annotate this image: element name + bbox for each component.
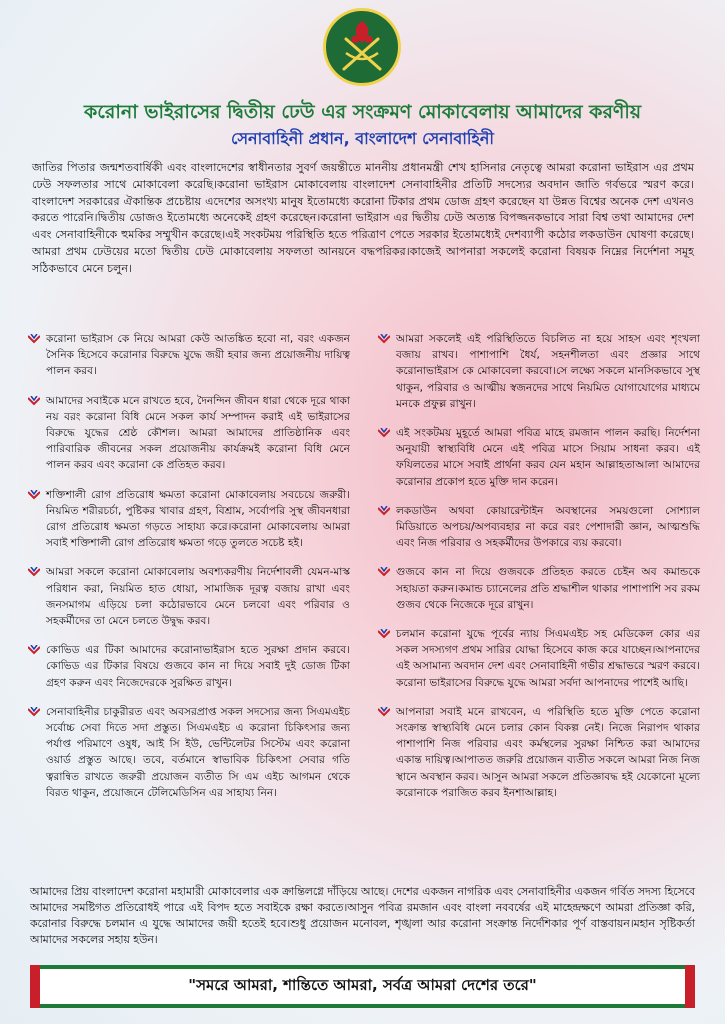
page-subtitle: সেনাবাহিনী প্রধান, বাংলাদেশ সেনাবাহিনী [231, 129, 494, 148]
left-instructions-column [28, 331, 350, 814]
list-item-text: সেনাবাহিনীর চাকুরীরত এবং অবসরপ্রাপ্ত সকল সদস্যের জন্য সিএমএইচ সর্বোচ্চ সেবা দিতে সদা প্রস্তুত। সিএমএইচ এ করোনা চিকিৎসার জন্য পর্যাপ্ত পরিমাণে ওষুধ, আই সি ইউ, ভেন্টিলেটর সিস্টেম এবং করোনা ওয়ার্ড প্রস্তুত আছে। তবে, বর্তমানে স্বাভাবিক চিকিৎসা সেবার গতি ত্বরান্বিত রাখতে জরুরী প্রয়োজন ব্যতীত সি এম এইচ আগমন থেকে বিরত থাকুন, প্রয়োজনে টেলিমেডিসিন এর সাহায্য নিন। [46, 705, 350, 799]
army-emblem-logo [323, 8, 401, 86]
right-instructions-column [378, 331, 700, 814]
footer-slogan: "সমরে আমরা, শান্তিতে আমরা, সর্বত্র আমরা দেশের তরে" [34, 969, 691, 1004]
list-item [28, 704, 350, 801]
bullet-arrow-icon [378, 629, 390, 639]
list-item-text: লকডাউন অথবা কোয়ারেন্টাইন অবস্থানের সময়গুলো সোশ্যাল মিডিয়াতে অপচয়/অপব্যবহার না করে বরং পেশাদারী জ্ঞান, আত্মশুদ্ধি এবং নিজ পরিবার ও সহকর্মীদের উপকারে ব্যয় করবো। [396, 504, 700, 550]
list-item-text: চলমান করোনা যুদ্ধে পূর্বের ন্যায় সিএমএইচ সহ মেডিকেল কোর এর সকল সদস্যগণ প্রথম সারির যোদ্ধা হিসেবে কাজ করে যাচ্ছেন।আপনাদের এই অসামান্য অবদান দেশ এবং সেনাবাহিনী গভীর শ্রদ্ধাভরে স্মরণ করবে। করোনা ভাইরাসের বিরুদ্ধে যুদ্ধে আমরা সর্বদা আপনাদের পাশেই আছি। [396, 628, 700, 689]
bullet-arrow-icon [28, 490, 40, 500]
list-item [378, 704, 700, 801]
bullet-arrow-icon [378, 567, 390, 577]
list-item-text: করোনা ভাইরাস কে নিয়ে আমরা কেউ আতঙ্কিত হবো না, বরং একজন সৈনিক হিসেবে করোনার বিরুদ্ধে যুদ্ধে জয়ী হবার জন্য প্রয়োজনীয় দায়িত্ব পালন করব। [46, 333, 350, 378]
list-item [378, 626, 700, 691]
list-item-text: আমাদের সবাইকে মনে রাখতে হবে, দৈনন্দিন জীবন ধারা থেকে দূরে থাকা নয় বরং করোনা বিধি মেনে সকল কার্য সম্পাদন করাই এই ভাইরাসের বিরুদ্ধে যুদ্ধের শ্রেষ্ঠ কৌশল। আমরা আমাদের প্রাতিষ্ঠানিক এবং পারিবারিক জীবনের সকল প্রয়োজনীয় কার্যক্রমই করোনা বিধি মেনে পালন করব এবং করোনা কে প্রতিহত করব। [46, 394, 350, 472]
list-item-text: আমরা সকলে করোনা মোকাবেলায় অবশ্যকরণীয় নির্দেশাবলী যেমন-মাস্ক পরিধান করা, নিয়মিত হাত ধোয়া, সামাজিক দূরত্ব বজায় রাখা এবং জনসমাগম এড়িয়ে চলা কঠোরভাবে মেনে চলবো এবং পরিবার ও সহকর্মীদের তা মেনে চলতে উদ্বুদ্ধ করব। [46, 566, 350, 628]
crossed-swords-icon [326, 11, 398, 83]
footer-left-stripe [30, 965, 40, 1008]
list-item-text: গুজবে কান না দিয়ে গুজবকে প্রতিহত করতে চেইন অব কমান্ডকে সহায়তা করুন।কমান্ড চ্যানেলের প্রতি শ্রদ্ধাশীল থাকার পাশাপাশি সব রকম গুজব থেকে নিজেকে দূরে রাখুন। [396, 566, 700, 611]
bullet-arrow-icon [28, 707, 40, 717]
list-item-text: শক্তিশালী রোগ প্রতিরোধ ক্ষমতা করোনা মোকাবেলায় সবচেয়ে জরুরী।নিয়মিত শরীরচর্চা, পুষ্টিকর খাবার গ্রহণ, বিশ্রাম, সর্বোপরি সুস্থ জীবনধারা রোগ প্রতিরোধ ক্ষমতা গড়তে সাহায্য করে।করোনা মোকাবেলায় আমরা সবাই শক্তিশালী রোগ প্রতিরোধ ক্ষমতা গড়ে তুলতে সচেষ্ট হই। [46, 488, 350, 550]
bullet-arrow-icon [28, 645, 40, 655]
bullet-arrow-icon [28, 396, 40, 406]
list-item-text: কোভিড এর টিকা আমাদের করোনাভাইরাস হতে সুরক্ষা প্রদান করবে।কোভিড এর টিকার বিষয়ে গুজবে কান না দিয়ে সবাই দুই ডোজ টিকা গ্রহণ করুন এবং নিজেদেরকে সুরক্ষিত রাখুন। [46, 644, 350, 689]
bullet-arrow-icon [378, 334, 390, 344]
closing-paragraph: আমাদের প্রিয় বাংলাদেশ করোনা মহামারী মোকাবেলার এক ক্রান্তিলগ্নে দাঁড়িয়ে আছে। দেশের একজন নাগরিক এবং সেনাবাহিনীর একজন গর্বিত সদস্য হিসেবে আমাদের সমষ্টিগত প্রতিরোধই পারে এই বিপদ হতে সবাইকে রক্ষা করতে।আসুন পবিত্র রমজান এবং বাংলা নববর্ষের এই মাহেন্দ্রক্ষণে আমরা প্রতিজ্ঞা করি, করোনার বিরুদ্ধে চলমান এ যুদ্ধে আমাদের জয়ী হতেই হবে।শুধু প্রয়োজন মনোবল, শৃঙ্খলা আর করোনা সংক্রান্ত নির্দেশিকার পূর্ণ বাস্তবায়ন।মহান সৃষ্টিকর্তা আমাদের সকলের সহায় হউন। [30, 885, 695, 946]
list-item [378, 503, 700, 552]
bullet-arrow-icon [378, 707, 390, 717]
page-title: করোনা ভাইরাসের দ্বিতীয় ঢেউ এর সংক্রমণ মোকাবেলায় আমাদের করণীয় [83, 101, 642, 123]
bullet-arrow-icon [378, 428, 390, 438]
footer-slogan-banner [30, 965, 695, 1008]
list-item-text: এই সংকটময় মুহূর্তে আমরা পবিত্র মাহে রমজান পালন করছি। নির্দেশনা অনুযায়ী স্বাস্থ্যবিধি মেনে এই পবিত্র মাসে সিয়াম সাধনা করব। এই ফযিলতের মাসে সবাই প্রার্থনা করব যেন মহান আল্লাহতাআলা আমাদের করোনার প্রকোপ হতে মুক্তি দান করেন। [396, 427, 700, 488]
list-item [378, 564, 700, 613]
intro-paragraph: জাতির পিতার জন্মশতবার্ষিকী এবং বাংলাদেশের স্বাধীনতার সুবর্ণ জয়ন্তীতে মাননীয় প্রধানমন্ত্রী শেখ হাসিনার নেতৃত্বে আমরা করোনা ভাইরাস এর প্রথম ঢেউ সফলতার সাথে মোকাবেলা করেছি।করোনা ভাইরাস মোকাবেলায় বাংলাদেশ সেনাবাহিনীর প্রতিটি সদস্যের অবদান জাতি গর্বভরে স্মরণ করে।বাংলাদেশ সরকারের ঐকান্তিক প্রচেষ্টায় এদেশের অসংখ্য মানুষ ইতোমধ্যে করোনা টিকার প্রথম ডোজ গ্রহণ করেছেন যা উন্নত বিশ্বের অনেক দেশ এখনও করতে পারেনি।দ্বিতীয় ডোজও ইতোমধ্যে অনেকেই গ্রহণ করেছেন।করোনা ভাইরাস এর দ্বিতীয় ঢেউ অত্যন্ত বিপজ্জনকভাবে সারা বিশ্ব তথা আমাদের দেশ এবং সেনাবাহিনীকে হুমকির সম্মুখীন করেছে।এই সংকটময় পরিস্থিতি হতে পরিত্রাণ পেতে সরকার ইতোমধ্যেই দেশব্যাপী কঠোর লকডাউন ঘোষণা করেছে। আমরা প্রথম ঢেউয়ের মতো দ্বিতীয় ঢেউ মোকাবেলায় সফলতা আনয়নে বদ্ধপরিকর।কাজেই আপনারা সকলেই করোনা বিষয়ক নিম্নের নির্দেশনা সমূহ সঠিকভাবে মেনে চলুন। [32, 161, 694, 275]
list-item [28, 393, 350, 474]
list-item [28, 564, 350, 629]
bullet-arrow-icon [28, 334, 40, 344]
list-item-text: আপনারা সবাই মনে রাখবেন, এ পরিস্থিতি হতে মুক্তি পেতে করোনা সংক্রান্ত স্বাস্থ্যবিধি মেনে চলার কোন বিকল্প নেই। নিজে নিরাপদ থাকার পাশাপাশি নিজ পরিবার এবং কর্মস্থলের সুরক্ষা নিশ্চিত করা আমাদের একান্ত দায়িত্ব।আপাতত জরুরি প্রয়োজন ব্যতীত সকলে আমরা নিজ নিজ স্থানে অবস্থান করব। আসুন আমরা সকলে প্রতিজ্ঞাবদ্ধ হই যেকোনো মূল্যে করোনাকে পরাজিত করব ইনশাআল্লাহ। [396, 705, 700, 799]
list-item [378, 331, 700, 412]
list-item [28, 487, 350, 552]
footer-right-stripe [685, 965, 695, 1008]
list-item [28, 642, 350, 691]
bullet-arrow-icon [378, 506, 390, 516]
list-item-text: আমরা সকলেই এই পরিস্থিতিতে বিচলিত না হয়ে সাহস এবং শৃংখলা বজায় রাখব। পাশাপাশি ধৈর্য, সহনশীলতা এবং প্রজ্ঞার সাথে করোনাভাইরাস কে মোকাবেলা করবো।সে লক্ষ্যে সকলে মানসিকভাবে সুস্থ থাকুন, পরিবার ও আত্মীয় স্বজনদের সাথে নিয়মিত যোগাযোগের মাধ্যমে মনকে প্রফুল্ল রাখুন। [396, 333, 700, 410]
list-item [28, 331, 350, 380]
bullet-arrow-icon [28, 567, 40, 577]
list-item [378, 425, 700, 490]
